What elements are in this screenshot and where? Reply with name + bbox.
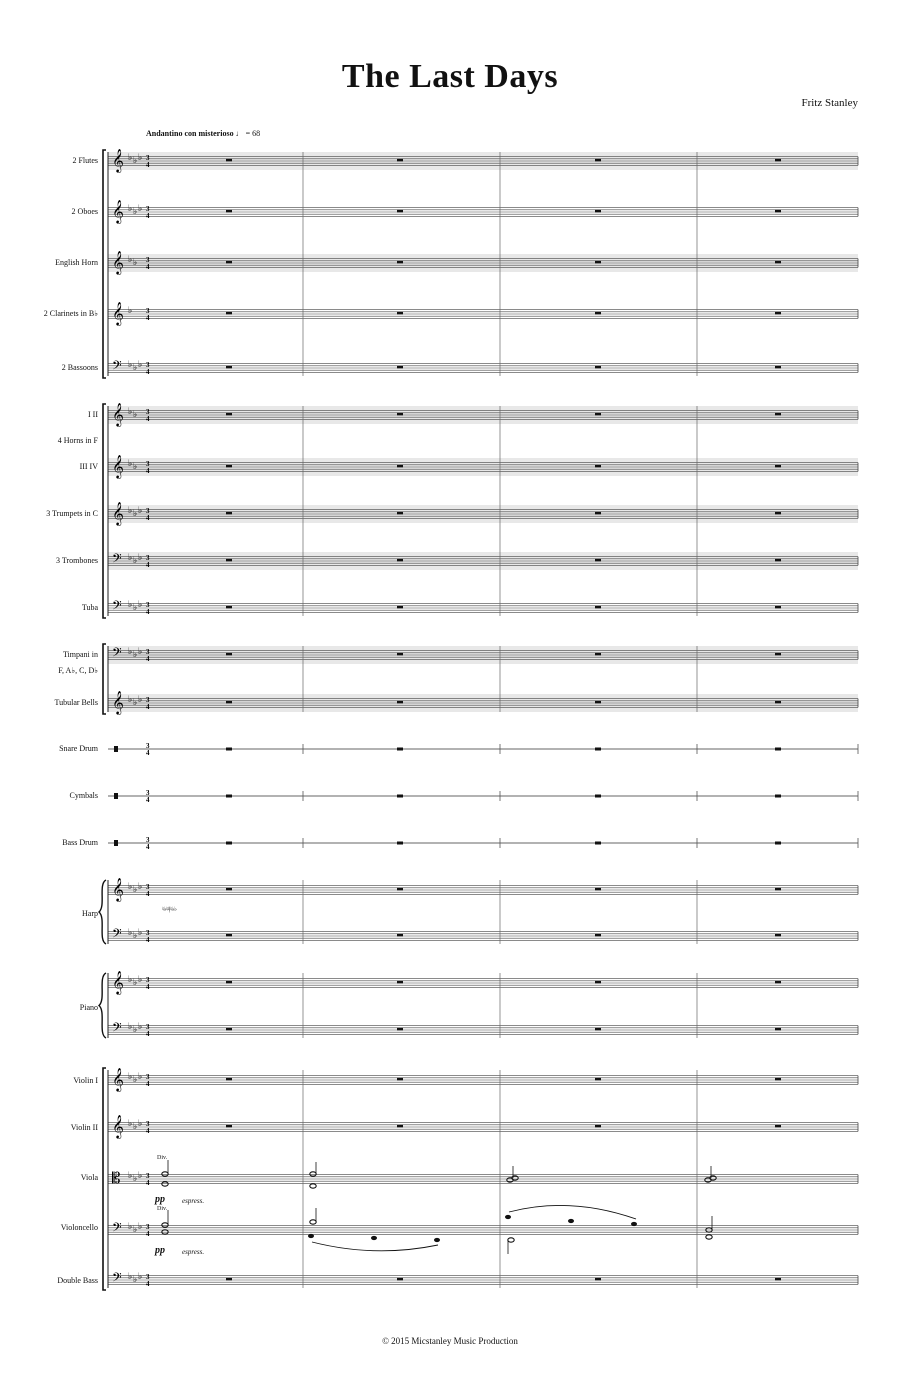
label-violin-2: Violin II xyxy=(70,1123,98,1132)
treble-clef-icon: 𝄞 xyxy=(112,402,124,426)
cello-note xyxy=(162,1223,168,1227)
staff-snare-drum-timesig-top: 3 xyxy=(146,742,150,750)
flat-icon: ♭ xyxy=(133,931,138,941)
staff-flutes-timesig-top: 3 xyxy=(146,154,150,162)
flat-icon: ♭ xyxy=(128,204,133,214)
bass-clef-icon: 𝄢 xyxy=(112,926,122,944)
bass-clef-icon: 𝄢 xyxy=(112,1020,122,1038)
staff-harp-treble-whole-rest xyxy=(397,888,403,891)
staff-clarinets-whole-rest xyxy=(775,312,781,315)
staff-english-horn-timesig-bottom: 4 xyxy=(146,263,150,271)
staff-violin-1-timesig-bottom: 4 xyxy=(146,1080,150,1088)
staff-timpani-timesig-top: 3 xyxy=(146,648,150,656)
cello-divisi: Div. xyxy=(157,1206,168,1212)
staff-violin-2-whole-rest xyxy=(226,1125,232,1128)
label-flutes: 2 Flutes xyxy=(72,156,98,165)
staff-piano-bass-timesig-top: 3 xyxy=(146,1023,150,1031)
staff-horns-1-2-whole-rest xyxy=(397,413,403,416)
flat-icon: ♭ xyxy=(128,1072,133,1082)
grand-staff-brace xyxy=(99,880,106,944)
staff-horns-1-2-whole-rest xyxy=(226,413,232,416)
staff-bassoons-whole-rest xyxy=(775,366,781,369)
staff-cymbals-rest xyxy=(226,795,232,798)
flat-icon: ♭ xyxy=(128,459,133,469)
flat-icon: ♭ xyxy=(138,1222,143,1232)
flat-icon: ♭ xyxy=(138,1171,143,1181)
flat-icon: ♭ xyxy=(138,1022,143,1032)
staff-double-bass-whole-rest xyxy=(226,1278,232,1281)
staff-harp-bass-timesig-top: 3 xyxy=(146,929,150,937)
flat-icon: ♭ xyxy=(128,407,133,417)
flat-icon: ♭ xyxy=(133,556,138,566)
staff-clarinets-whole-rest xyxy=(595,312,601,315)
label-viola: Viola xyxy=(80,1173,98,1182)
flat-icon: ♭ xyxy=(138,882,143,892)
treble-clef-icon: 𝄞 xyxy=(112,970,124,994)
cello-note xyxy=(371,1236,377,1240)
staff-tuba-whole-rest xyxy=(226,606,232,609)
flat-icon: ♭ xyxy=(138,1072,143,1082)
staff-snare-drum-rest xyxy=(595,748,601,751)
staff-piano-bass-whole-rest xyxy=(226,1028,232,1031)
staff-harp-treble-timesig-top: 3 xyxy=(146,883,150,891)
label-clarinets: 2 Clarinets in B♭ xyxy=(43,309,98,318)
cello-note xyxy=(631,1222,637,1226)
staff-trumpets-whole-rest xyxy=(595,512,601,515)
staff-piano-treble-whole-rest xyxy=(397,981,403,984)
staff-bassoons-timesig-top: 3 xyxy=(146,361,150,369)
staff-tubular-bells-whole-rest xyxy=(595,701,601,704)
staff-cymbals-rest xyxy=(595,795,601,798)
staff-trombones-whole-rest xyxy=(595,559,601,562)
flat-icon: ♭ xyxy=(138,506,143,516)
flat-icon: ♭ xyxy=(133,1025,138,1035)
staff-bass-drum-rest xyxy=(595,842,601,845)
staff-tubular-bells-whole-rest xyxy=(775,701,781,704)
staff-english-horn-whole-rest xyxy=(595,261,601,264)
system-bracket xyxy=(103,404,106,618)
staff-flutes-whole-rest xyxy=(775,159,781,162)
composer-name: Fritz Stanley xyxy=(801,97,858,109)
staff-oboes-timesig-top: 3 xyxy=(146,205,150,213)
flat-icon: ♭ xyxy=(138,360,143,370)
staff-double-bass-whole-rest xyxy=(775,1278,781,1281)
label-bassoons: 2 Bassoons xyxy=(61,363,98,372)
staff-tuba-whole-rest xyxy=(397,606,403,609)
staff-violin-2-timesig-top: 3 xyxy=(146,1120,150,1128)
label-harp: Harp xyxy=(82,909,98,918)
staff-tuba-timesig-top: 3 xyxy=(146,601,150,609)
flat-icon: ♭ xyxy=(128,928,133,938)
label-snare-drum: Snare Drum xyxy=(59,744,98,753)
treble-clef-icon: 𝄞 xyxy=(112,877,124,901)
staff-english-horn-whole-rest xyxy=(775,261,781,264)
flat-icon: ♭ xyxy=(133,1174,138,1184)
staff-snare-drum-perc-clef xyxy=(114,746,118,752)
flat-icon: ♭ xyxy=(128,1171,133,1181)
staff-english-horn-whole-rest xyxy=(397,261,403,264)
staff-bassoons-timesig-bottom: 4 xyxy=(146,368,150,376)
treble-clef-icon: 𝄞 xyxy=(112,501,124,525)
cello-expression: espress. xyxy=(182,1248,205,1256)
staff-oboes-whole-rest xyxy=(397,210,403,213)
staff-violoncello-timesig-bottom: 4 xyxy=(146,1230,150,1238)
bass-clef-icon: 𝄢 xyxy=(112,645,122,663)
flat-icon: ♭ xyxy=(128,553,133,563)
staff-horns-1-2-whole-rest xyxy=(775,413,781,416)
viola-note xyxy=(310,1184,316,1188)
staff-timpani-whole-rest xyxy=(595,653,601,656)
staff-bass-drum-perc-clef xyxy=(114,840,118,846)
flat-icon: ♭ xyxy=(133,1075,138,1085)
staff-trombones-whole-rest xyxy=(775,559,781,562)
staff-tubular-bells-timesig-top: 3 xyxy=(146,696,150,704)
staff-violin-1-whole-rest xyxy=(226,1078,232,1081)
staff-bass-drum-timesig-top: 3 xyxy=(146,836,150,844)
staff-violin-2-timesig-bottom: 4 xyxy=(146,1127,150,1135)
staff-harp-bass-whole-rest xyxy=(226,934,232,937)
staff-piano-treble-whole-rest xyxy=(775,981,781,984)
staff-trombones-timesig-bottom: 4 xyxy=(146,561,150,569)
system-bracket xyxy=(103,1068,106,1290)
staff-tubular-bells-timesig-bottom: 4 xyxy=(146,703,150,711)
cello-note xyxy=(568,1219,574,1223)
staff-harp-bass-timesig-bottom: 4 xyxy=(146,936,150,944)
staff-violin-2-whole-rest xyxy=(775,1125,781,1128)
flat-icon: ♭ xyxy=(133,1122,138,1132)
staff-flutes-whole-rest xyxy=(226,159,232,162)
cello-dynamic: pp xyxy=(155,1245,165,1256)
staff-violin-1-whole-rest xyxy=(397,1078,403,1081)
staff-horns-1-2-timesig-bottom: 4 xyxy=(146,415,150,423)
score-title: The Last Days xyxy=(341,58,559,95)
cello-note xyxy=(706,1235,712,1239)
staff-cymbals-timesig-bottom: 4 xyxy=(146,796,150,804)
cello-note xyxy=(310,1220,316,1224)
staff-double-bass-timesig-top: 3 xyxy=(146,1273,150,1281)
staff-piano-bass-timesig-bottom: 4 xyxy=(146,1030,150,1038)
staff-piano-bass-whole-rest xyxy=(397,1028,403,1031)
cello-note xyxy=(505,1215,511,1219)
flat-icon: ♭ xyxy=(133,363,138,373)
treble-clef-icon: 𝄞 xyxy=(112,199,124,223)
viola-note xyxy=(162,1172,168,1176)
flat-icon: ♭ xyxy=(128,1022,133,1032)
staff-viola-timesig-bottom: 4 xyxy=(146,1179,150,1187)
staff-piano-treble-timesig-bottom: 4 xyxy=(146,983,150,991)
staff-violin-2-whole-rest xyxy=(595,1125,601,1128)
staff-bassoons-whole-rest xyxy=(595,366,601,369)
staff-clarinets-whole-rest xyxy=(397,312,403,315)
staff-violin-1-whole-rest xyxy=(595,1078,601,1081)
flat-icon: ♭ xyxy=(138,647,143,657)
staff-harp-bass-whole-rest xyxy=(397,934,403,937)
label-double-bass: Double Bass xyxy=(57,1276,98,1285)
staff-timpani-timesig-bottom: 4 xyxy=(146,655,150,663)
staff-piano-treble-whole-rest xyxy=(595,981,601,984)
staff-oboes-whole-rest xyxy=(775,210,781,213)
staff-trumpets-whole-rest xyxy=(397,512,403,515)
staff-timpani-whole-rest xyxy=(775,653,781,656)
label-horns: 4 Horns in F xyxy=(57,436,98,445)
cello-note xyxy=(434,1238,440,1242)
staff-oboes-timesig-bottom: 4 xyxy=(146,212,150,220)
system-bracket xyxy=(103,644,106,714)
staff-horns-1-2-whole-rest xyxy=(595,413,601,416)
treble-clef-icon: 𝄞 xyxy=(112,454,124,478)
staff-viola-timesig-top: 3 xyxy=(146,1172,150,1180)
staff-bass-drum-timesig-bottom: 4 xyxy=(146,843,150,851)
flat-icon: ♭ xyxy=(133,698,138,708)
label-english-horn: English Horn xyxy=(55,258,98,267)
flat-icon: ♭ xyxy=(128,600,133,610)
treble-clef-icon: 𝄞 xyxy=(112,1067,124,1091)
staff-horns-1-2-timesig-top: 3 xyxy=(146,408,150,416)
bass-clef-icon: 𝄢 xyxy=(112,1270,122,1288)
flat-icon: ♭ xyxy=(128,695,133,705)
staff-harp-bass-whole-rest xyxy=(775,934,781,937)
label-horns-1-2: I II xyxy=(88,410,98,419)
flat-icon: ♭ xyxy=(138,1119,143,1129)
staff-tubular-bells-whole-rest xyxy=(226,701,232,704)
staff-double-bass-timesig-bottom: 4 xyxy=(146,1280,150,1288)
staff-tuba-timesig-bottom: 4 xyxy=(146,608,150,616)
staff-clarinets-timesig-top: 3 xyxy=(146,307,150,315)
flat-icon: ♭ xyxy=(128,1222,133,1232)
quarter-note-icon: ♩ xyxy=(235,129,244,138)
flat-icon: ♭ xyxy=(133,207,138,217)
flat-icon: ♭ xyxy=(138,600,143,610)
metronome-value: = 68 xyxy=(245,129,261,138)
staff-clarinets-timesig-bottom: 4 xyxy=(146,314,150,322)
cello-note xyxy=(508,1238,514,1242)
alto-clef-icon: 𝄡 xyxy=(112,1169,121,1187)
staff-trombones-whole-rest xyxy=(397,559,403,562)
label-tubular-bells: Tubular Bells xyxy=(54,698,98,707)
staff-english-horn-timesig-top: 3 xyxy=(146,256,150,264)
staff-clarinets-whole-rest xyxy=(226,312,232,315)
flat-icon: ♭ xyxy=(133,410,138,420)
bass-clef-icon: 𝄢 xyxy=(112,551,122,569)
treble-clef-icon: 𝄞 xyxy=(112,148,124,172)
label-tuba: Tuba xyxy=(81,603,98,612)
flat-icon: ♭ xyxy=(133,650,138,660)
flat-icon: ♭ xyxy=(128,1272,133,1282)
staff-horns-3-4-whole-rest xyxy=(226,465,232,468)
flat-icon: ♭ xyxy=(133,978,138,988)
viola-divisi: Div. xyxy=(157,1155,168,1161)
flat-icon: ♭ xyxy=(128,306,133,316)
label-oboes: 2 Oboes xyxy=(71,207,98,216)
treble-clef-icon: 𝄞 xyxy=(112,301,124,325)
system-bracket xyxy=(103,150,106,378)
flat-icon: ♭ xyxy=(133,258,138,268)
harp-pedal-diagram: ♮♭♮♮|♮♭♭ xyxy=(162,907,177,913)
staff-violin-1-timesig-top: 3 xyxy=(146,1073,150,1081)
label-timpani: Timpani in xyxy=(62,650,98,659)
tempo-text: Andantino con misterioso xyxy=(146,129,234,138)
staff-bass-drum-rest xyxy=(397,842,403,845)
flat-icon: ♭ xyxy=(128,506,133,516)
staff-trumpets-timesig-bottom: 4 xyxy=(146,514,150,522)
treble-clef-icon: 𝄞 xyxy=(112,250,124,274)
staff-oboes-whole-rest xyxy=(226,210,232,213)
staff-cymbals-perc-clef xyxy=(114,793,118,799)
flat-icon: ♭ xyxy=(128,360,133,370)
flat-icon: ♭ xyxy=(138,153,143,163)
staff-double-bass-whole-rest xyxy=(595,1278,601,1281)
label-timpani-tuning: F, A♭, C, D♭ xyxy=(58,666,98,675)
flat-icon: ♭ xyxy=(128,255,133,265)
staff-harp-bass-whole-rest xyxy=(595,934,601,937)
label-violoncello: Violoncello xyxy=(60,1223,98,1232)
viola-dynamic: pp xyxy=(155,1194,165,1205)
staff-tuba-whole-rest xyxy=(775,606,781,609)
staff-violin-2-whole-rest xyxy=(397,1125,403,1128)
staff-bass-drum-rest xyxy=(775,842,781,845)
staff-tuba-whole-rest xyxy=(595,606,601,609)
staff-trombones-timesig-top: 3 xyxy=(146,554,150,562)
cello-note xyxy=(308,1234,314,1238)
staff-harp-treble-whole-rest xyxy=(226,888,232,891)
viola-note xyxy=(162,1182,168,1186)
staff-flutes-whole-rest xyxy=(595,159,601,162)
flat-icon: ♭ xyxy=(128,647,133,657)
staff-tubular-bells-whole-rest xyxy=(397,701,403,704)
staff-violoncello-timesig-top: 3 xyxy=(146,1223,150,1231)
label-trombones: 3 Trombones xyxy=(55,556,98,565)
grand-staff-brace xyxy=(99,973,106,1038)
flat-icon: ♭ xyxy=(138,1272,143,1282)
staff-cymbals-rest xyxy=(775,795,781,798)
staff-trumpets-whole-rest xyxy=(775,512,781,515)
flat-icon: ♭ xyxy=(128,882,133,892)
staff-snare-drum-timesig-bottom: 4 xyxy=(146,749,150,757)
staff-piano-bass-whole-rest xyxy=(595,1028,601,1031)
viola-expression: espress. xyxy=(182,1197,205,1205)
staff-flutes-timesig-bottom: 4 xyxy=(146,161,150,169)
staff-snare-drum-rest xyxy=(397,748,403,751)
flat-icon: ♭ xyxy=(138,553,143,563)
label-violin-1: Violin I xyxy=(73,1076,98,1085)
staff-snare-drum-rest xyxy=(226,748,232,751)
flat-icon: ♭ xyxy=(133,462,138,472)
flat-icon: ♭ xyxy=(133,885,138,895)
staff-timpani-whole-rest xyxy=(397,653,403,656)
bass-clef-icon: 𝄢 xyxy=(112,598,122,616)
staff-bassoons-whole-rest xyxy=(397,366,403,369)
label-bass-drum: Bass Drum xyxy=(62,838,98,847)
bass-clef-icon: 𝄢 xyxy=(112,358,122,376)
staff-double-bass-whole-rest xyxy=(397,1278,403,1281)
staff-flutes-whole-rest xyxy=(397,159,403,162)
cello-slur xyxy=(312,1242,438,1251)
staff-trombones-whole-rest xyxy=(226,559,232,562)
staff-trumpets-timesig-top: 3 xyxy=(146,507,150,515)
staff-piano-treble-whole-rest xyxy=(226,981,232,984)
flat-icon: ♭ xyxy=(138,975,143,985)
staff-harp-treble-timesig-bottom: 4 xyxy=(146,890,150,898)
staff-timpani-whole-rest xyxy=(226,653,232,656)
staff-violin-1-whole-rest xyxy=(775,1078,781,1081)
staff-bassoons-whole-rest xyxy=(226,366,232,369)
flat-icon: ♭ xyxy=(138,928,143,938)
staff-oboes-whole-rest xyxy=(595,210,601,213)
flat-icon: ♭ xyxy=(133,156,138,166)
staff-cymbals-rest xyxy=(397,795,403,798)
label-cymbals: Cymbals xyxy=(69,791,98,800)
flat-icon: ♭ xyxy=(128,1119,133,1129)
staff-snare-drum-rest xyxy=(775,748,781,751)
cello-slur xyxy=(509,1205,636,1219)
label-horns-3-4: III IV xyxy=(79,462,98,471)
treble-clef-icon: 𝄞 xyxy=(112,690,124,714)
staff-horns-3-4-timesig-bottom: 4 xyxy=(146,467,150,475)
flat-icon: ♭ xyxy=(133,603,138,613)
label-trumpets: 3 Trumpets in C xyxy=(46,509,98,518)
flat-icon: ♭ xyxy=(133,1275,138,1285)
flat-icon: ♭ xyxy=(133,509,138,519)
treble-clef-icon: 𝄞 xyxy=(112,1114,124,1138)
staff-bass-drum-rest xyxy=(226,842,232,845)
flat-icon: ♭ xyxy=(138,695,143,705)
staff-english-horn-whole-rest xyxy=(226,261,232,264)
copyright-footer: © 2015 Micstanley Music Production xyxy=(382,1336,518,1346)
staff-piano-bass-whole-rest xyxy=(775,1028,781,1031)
staff-horns-3-4-whole-rest xyxy=(397,465,403,468)
staff-horns-3-4-whole-rest xyxy=(595,465,601,468)
flat-icon: ♭ xyxy=(128,153,133,163)
staff-horns-3-4-timesig-top: 3 xyxy=(146,460,150,468)
staff-trumpets-whole-rest xyxy=(226,512,232,515)
flat-icon: ♭ xyxy=(138,204,143,214)
bass-clef-icon: 𝄢 xyxy=(112,1220,122,1238)
staff-harp-treble-whole-rest xyxy=(775,888,781,891)
staff-harp-treble-whole-rest xyxy=(595,888,601,891)
flat-icon: ♭ xyxy=(133,1225,138,1235)
viola-note xyxy=(310,1172,316,1176)
flat-icon: ♭ xyxy=(128,975,133,985)
staff-piano-treble-timesig-top: 3 xyxy=(146,976,150,984)
staff-horns-3-4-whole-rest xyxy=(775,465,781,468)
label-piano: Piano xyxy=(79,1003,98,1012)
staff-cymbals-timesig-top: 3 xyxy=(146,789,150,797)
